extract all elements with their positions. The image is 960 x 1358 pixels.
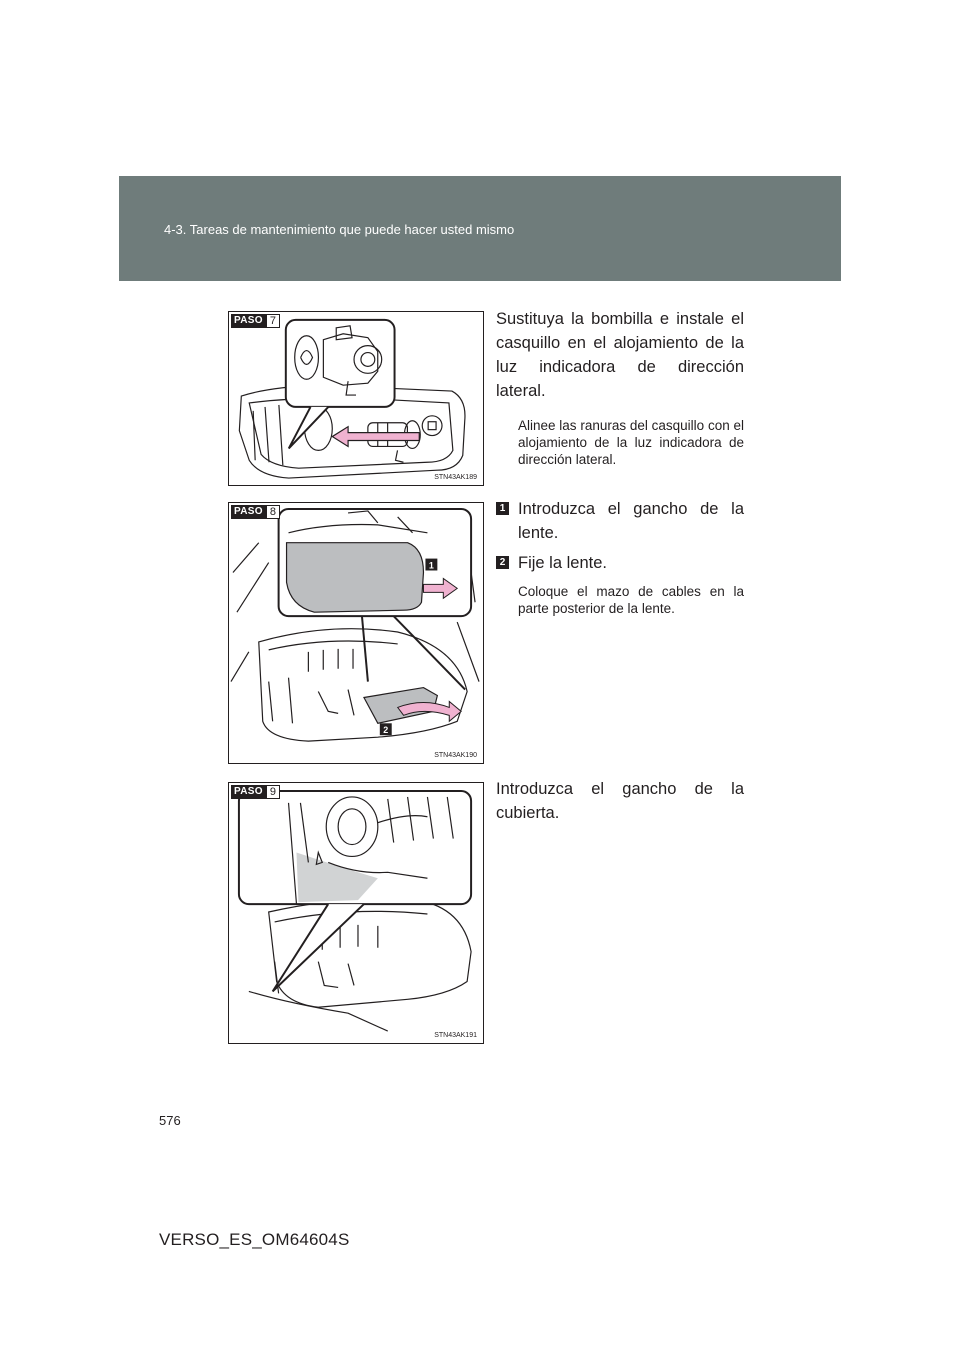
step-8-figure	[228, 502, 484, 764]
step-8-item-2	[496, 551, 744, 575]
figure-code: STN43AK190	[434, 752, 477, 759]
step-8-note: Coloque el mazo de cables en la parte posterior de la lente.	[518, 584, 744, 616]
lens-installation-illustration	[229, 503, 483, 763]
step-7-instruction: Sustituya la bombilla e instale el casquillo en el alojamiento de la luz indicadora de dirección lateral.	[496, 310, 744, 400]
figure-code: STN43AK191	[434, 1032, 477, 1039]
step-7-text	[496, 307, 744, 468]
step-7-figure	[228, 311, 484, 486]
step-9-instruction: Introduzca el gancho de la cubierta.	[496, 780, 744, 822]
item-text: Fije la lente.	[518, 554, 607, 572]
step-8-item-1	[496, 497, 744, 545]
step-9-badge: PASO 9	[231, 785, 280, 799]
number-badge: 2	[496, 556, 509, 569]
svg-text:1: 1	[428, 560, 434, 571]
figure-code: STN43AK189	[434, 474, 477, 481]
item-text: Introduzca el gancho de la lente.	[518, 500, 744, 542]
document-code: VERSO_ES_OM64604S	[159, 1230, 350, 1249]
bulb-socket-illustration	[229, 312, 483, 485]
step-9-text	[496, 777, 744, 825]
cover-installation-illustration	[229, 783, 483, 1043]
section-title: 4-3. Tareas de mantenimiento que puede hacer usted mismo	[164, 222, 515, 237]
section-header	[119, 176, 841, 281]
svg-text:2: 2	[383, 725, 389, 736]
step-7-badge: PASO 7	[231, 314, 280, 328]
step-8-badge: PASO 8	[231, 505, 280, 519]
number-badge: 1	[496, 502, 509, 515]
step-7-note: Alinee las ranuras del casquillo con el alojamiento de la luz indicadora de dirección lateral.	[518, 418, 744, 467]
step-9-figure	[228, 782, 484, 1044]
step-8-text	[496, 497, 744, 617]
page-number: 576	[159, 1113, 181, 1128]
